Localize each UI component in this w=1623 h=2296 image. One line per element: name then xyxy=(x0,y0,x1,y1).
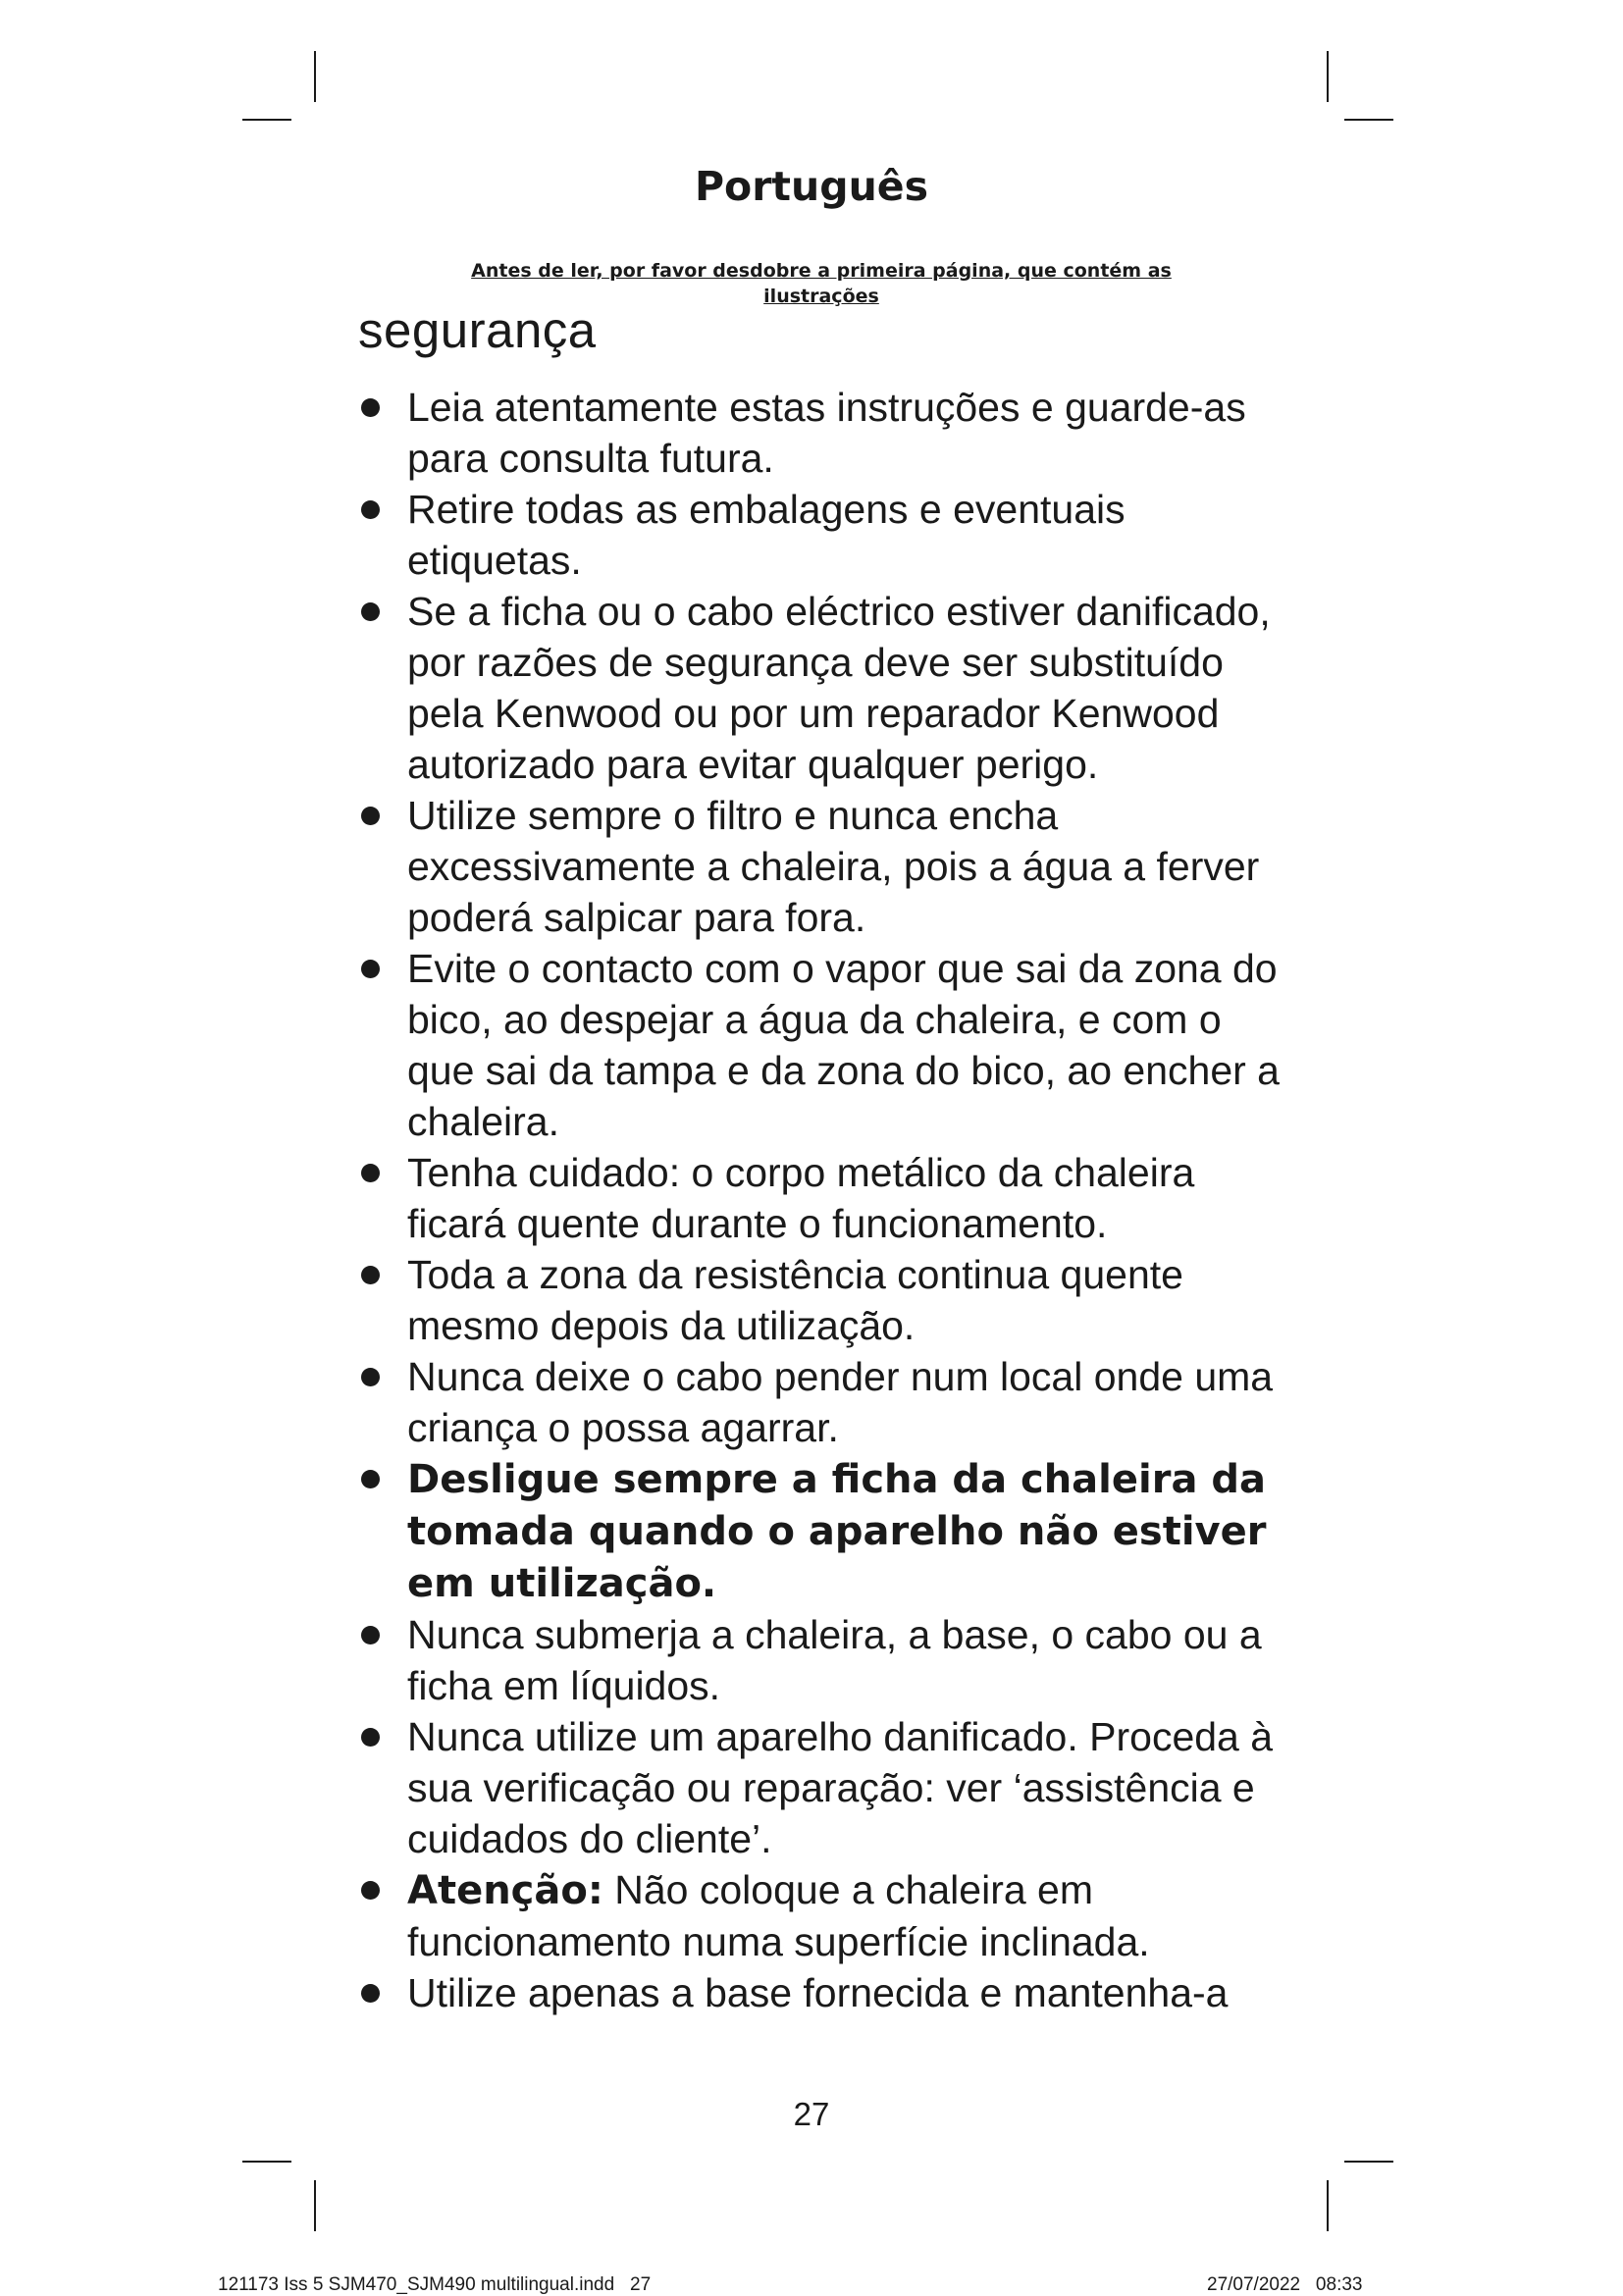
safety-item-bold-text: Desligue sempre a ficha da chaleira da tomada quando o aparelho não estiver em utilização. xyxy=(407,1457,1267,1606)
safety-item-warning xyxy=(358,1453,1281,1609)
bullet-icon xyxy=(361,1984,380,2003)
safety-item-text: Se a ficha ou o cabo eléctrico estiver danificado, por razões de segurança deve ser substituído pela Kenwood ou por um reparador Kenwood autorizado para evitar qualquer perigo. xyxy=(407,589,1271,787)
safety-item-text: Nunca submerja a chaleira, a base, o cabo ou a ficha em líquidos. xyxy=(407,1612,1262,1708)
section-title: segurança xyxy=(358,302,597,358)
safety-item-text: Evite o contacto com o vapor que sai da zona do bico, ao despejar a água da chaleira, e com o que sai da tampa e da zona do bico, ao encher a chaleira. xyxy=(407,946,1280,1144)
crop-mark-top-left-vertical xyxy=(314,51,316,102)
page-number: 27 xyxy=(793,2096,830,2132)
language-heading: Português xyxy=(695,163,928,210)
safety-item-attention xyxy=(358,1864,1281,1967)
safety-item-text: Utilize sempre o filtro e nunca encha excessivamente a chaleira, pois a água a ferver poderá salpicar para fora. xyxy=(407,793,1260,940)
crop-mark-top-left-horizontal xyxy=(242,119,291,121)
safety-item xyxy=(358,943,1281,1147)
crop-mark-bottom-right-vertical xyxy=(1327,2180,1329,2231)
bullet-icon xyxy=(361,1266,380,1284)
bullet-icon xyxy=(361,960,380,978)
safety-item xyxy=(358,1351,1281,1453)
attention-label: Atenção: xyxy=(407,1868,603,1913)
safety-item xyxy=(358,484,1281,586)
safety-item xyxy=(358,1147,1281,1249)
safety-item-text: Retire todas as embalagens e eventuais etiquetas. xyxy=(407,487,1126,583)
safety-item-text: Utilize apenas a base fornecida e mantenha-a xyxy=(407,1970,1229,2015)
bullet-icon xyxy=(361,807,380,825)
crop-mark-bottom-left-horizontal xyxy=(242,2161,291,2163)
safety-item xyxy=(358,1609,1281,1711)
bullet-icon xyxy=(361,1728,380,1747)
bullet-icon xyxy=(361,1164,380,1182)
crop-mark-bottom-right-horizontal xyxy=(1344,2161,1393,2163)
bullet-icon xyxy=(361,1881,380,1900)
bullet-icon xyxy=(361,398,380,417)
bullet-icon xyxy=(361,500,380,519)
safety-item xyxy=(358,382,1281,484)
safety-item-text: Nunca deixe o cabo pender num local onde uma criança o possa agarrar. xyxy=(407,1354,1274,1450)
safety-item xyxy=(358,790,1281,943)
crop-mark-top-right-horizontal xyxy=(1344,119,1393,121)
footer-timestamp: 27/07/2022 08:33 xyxy=(1207,2274,1363,2295)
intro-note: Antes de ler, por favor desdobre a primeira página, que contém as ilustrações xyxy=(471,260,1172,307)
safety-item-text: Toda a zona da resistência continua quente mesmo depois da utilização. xyxy=(407,1252,1183,1348)
safety-item xyxy=(358,1967,1281,2018)
safety-list xyxy=(358,382,1281,2018)
safety-item-text: Não coloque a chaleira em funcionamento numa superfície inclinada. xyxy=(407,1867,1150,1964)
crop-mark-bottom-left-vertical xyxy=(314,2180,316,2231)
bullet-icon xyxy=(361,602,380,621)
crop-mark-top-right-vertical xyxy=(1327,51,1329,102)
safety-item xyxy=(358,586,1281,790)
footer-file-info: 121173 Iss 5 SJM470_SJM490 multilingual.indd 27 xyxy=(218,2274,652,2295)
bullet-icon xyxy=(361,1470,380,1488)
safety-item-text: Leia atentamente estas instruções e guarde-as para consulta futura. xyxy=(407,385,1246,481)
safety-item xyxy=(358,1711,1281,1864)
bullet-icon xyxy=(361,1368,380,1386)
bullet-icon xyxy=(361,1626,380,1644)
safety-item xyxy=(358,1249,1281,1351)
safety-item-text: Nunca utilize um aparelho danificado. Proceda à sua verificação ou reparação: ver ‘assistência e cuidados do cliente’. xyxy=(407,1714,1274,1861)
safety-item-text: Tenha cuidado: o corpo metálico da chaleira ficará quente durante o funcionamento. xyxy=(407,1150,1195,1246)
